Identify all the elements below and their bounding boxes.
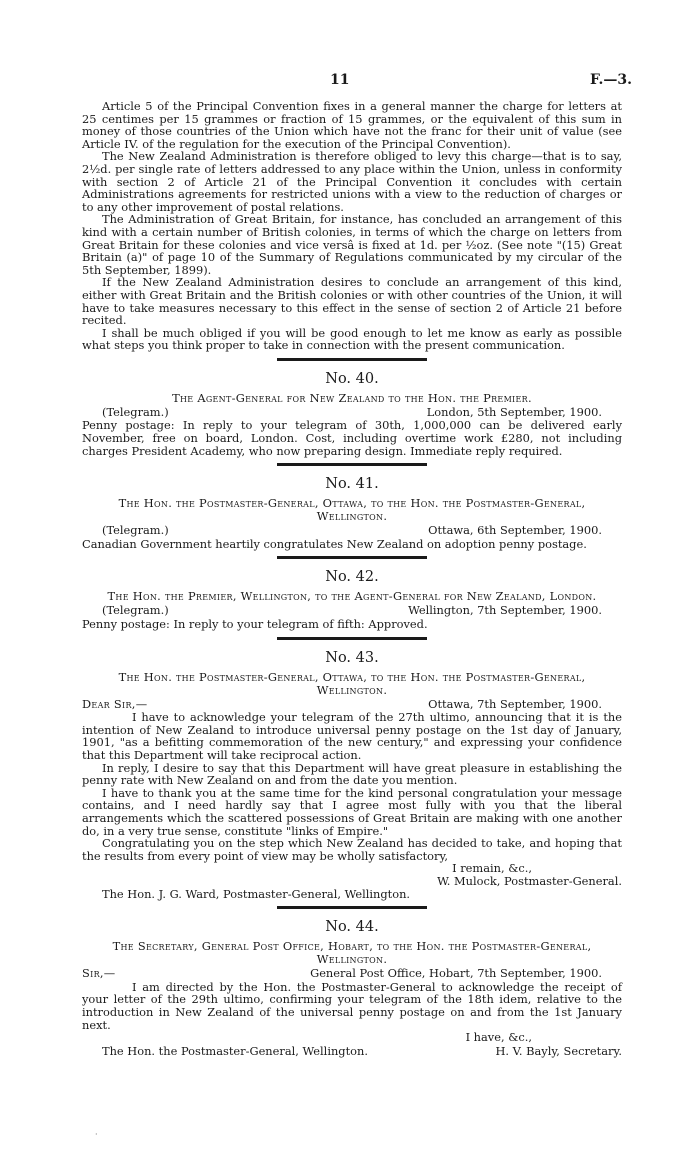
document-heading-no41: No. 41. [325, 476, 379, 493]
page-body [82, 100, 622, 1058]
section-divider [277, 358, 427, 361]
place-date: Wellington, 7th September, 1900. [408, 603, 602, 618]
intro-paragraph: Article 5 of the Principal Convention fixes in a general manner the charge for letters at 25 centimes per 15 grammes or fraction of 15 grammes, or the equivalent of this sum in money of those countries of the Union which have not the franc for their unit of value (see Article IV. of the regulation for the execution of the Principal Convention). [82, 99, 622, 151]
document-title-no43: The Hon. the Postmaster-General, Ottawa, to the Hon. the Postmaster-General, Wellington. [118, 669, 586, 697]
telegram-line-no40 [82, 406, 622, 419]
document-title-no44: The Secretary, General Post Office, Hobart, to the Hon. the Postmaster-General, Wellington. [112, 939, 592, 967]
intro-paragraph: The New Zealand Administration is therefore obliged to levy this charge—that is to say, 2½d. per single rate of letters addressed to any place within the Union, unless in conformity with section 2 of Article 21 of the Principal Convention it concludes with certain Administrations agreements for restricted unions with a view to the reduction of charges or to any other improvement of postal relations. [82, 149, 622, 214]
document-reference: F.—3. [589, 72, 632, 88]
letter-paragraph: I have to acknowledge your telegram of the 27th ultimo, announcing that it is the intention of New Zealand to introduce universal penny postage on the 1st day of January, 1901, "as a befitting commemoration of the new century," and expressing your confidence that this Department will take reciprocal action. [82, 710, 622, 762]
document-heading-no43: No. 43. [325, 649, 379, 666]
letter-closing: I have, &c., [465, 1030, 532, 1045]
document-heading-no40: No. 40. [325, 370, 379, 387]
stray-mark: · [95, 1130, 98, 1139]
letter-signature: W. Mulock, Postmaster-General. [437, 873, 622, 888]
place-date: General Post Office, Hobart, 7th September, 1900. [310, 966, 602, 981]
page-number: 11 [330, 72, 350, 88]
letter-head-no44 [82, 967, 622, 980]
letter-signature: H. V. Bayly, Secretary. [495, 1043, 622, 1058]
telegram-line-no42 [82, 604, 622, 617]
letter-foot-no44 [82, 1045, 622, 1058]
place-date: London, 5th September, 1900. [426, 404, 602, 419]
section-divider [277, 463, 427, 466]
letter-head-no43 [82, 698, 622, 711]
document-title-no42: The Hon. the Premier, Wellington, to the Agent-General for New Zealand, London. [107, 589, 597, 604]
document-title-no41: The Hon. the Postmaster-General, Ottawa, to the Hon. the Postmaster-General, Wellington. [118, 496, 586, 524]
telegram-body-no41: Canadian Government heartily congratulates New Zealand on adoption penny postage. [82, 536, 587, 551]
telegram-label: (Telegram.) [102, 603, 169, 618]
telegram-line-no41 [82, 524, 622, 537]
letter-paragraph: Congratulating you on the step which New Zealand has decided to take, and hoping that the results from every point of view may be wholly satisfactory, [82, 836, 622, 863]
section-divider [277, 906, 427, 909]
section-divider [277, 637, 427, 640]
salutation: Dear Sir,— [82, 696, 148, 711]
letter-addressee: The Hon. J. G. Ward, Postmaster-General, Wellington. [102, 886, 411, 901]
telegram-body-no42: Penny postage: In reply to your telegram of fifth: Approved. [82, 617, 428, 632]
letter-paragraph: I am directed by the Hon. the Postmaster-General to acknowledge the receipt of your letter of the 29th ultimo, confirming your telegram of the 18th idem, relative to the introduction in New Zealand of the universal penny postage on and from the 1st January next. [82, 979, 622, 1032]
telegram-body-no40: Penny postage: In reply to your telegram of 30th, 1,000,000 can be delivered early November, free on board, London. Cost, including overtime work £280, not including charges President Academy, who now preparing design. Immediate reply required. [82, 418, 622, 458]
document-title-no40: The Agent-General for New Zealand to the Hon. the Premier. [172, 390, 532, 405]
place-date: Ottawa, 7th September, 1900. [428, 696, 602, 711]
letter-closing: I remain, &c., [452, 861, 532, 876]
page-header [0, 72, 700, 94]
document-heading-no42: No. 42. [325, 569, 379, 586]
place-date: Ottawa, 6th September, 1900. [428, 523, 602, 538]
intro-paragraph: I shall be much obliged if you will be good enough to let me know as early as possible what steps you think proper to take in connection with the present communication. [82, 325, 622, 353]
section-divider [277, 556, 427, 559]
letter-paragraph: I have to thank you at the same time for the kind personal congratulation your message contains, and I need hardly say that I agree most fully with you that the liberal arrangements which the scattered possessions of Great Britain are making with one another do, in a very true sense, constitute "links of Empire." [82, 785, 622, 838]
document-heading-no44: No. 44. [325, 919, 379, 936]
intro-paragraph: If the New Zealand Administration desires to conclude an arrangement of this kind, either with Great Britain and the British colonies or with other countries of the Union, it will have to take measures necessary to this effect in the sense of section 2 of Article 21 before recited. [82, 275, 622, 328]
letter-addressee: The Hon. the Postmaster-General, Wellington. [102, 1043, 368, 1058]
intro-paragraph: The Administration of Great Britain, for instance, has concluded an arrangement of this kind with a certain number of British colonies, in terms of which the charge on letters from Great Britain for these colonies and vice versâ is fixed at 1d. per ½oz. (See note "(15) Great Britain (a)" of page 10 of the Summary of Regulations communicated by my circular of the 5th September, 1899). [82, 212, 622, 277]
letter-paragraph: In reply, I desire to say that this Department will have great pleasure in establishing the penny rate with New Zealand on and from the date you mention. [82, 760, 622, 788]
telegram-label: (Telegram.) [102, 404, 169, 419]
salutation: Sir,— [82, 966, 116, 981]
telegram-label: (Telegram.) [102, 523, 169, 538]
